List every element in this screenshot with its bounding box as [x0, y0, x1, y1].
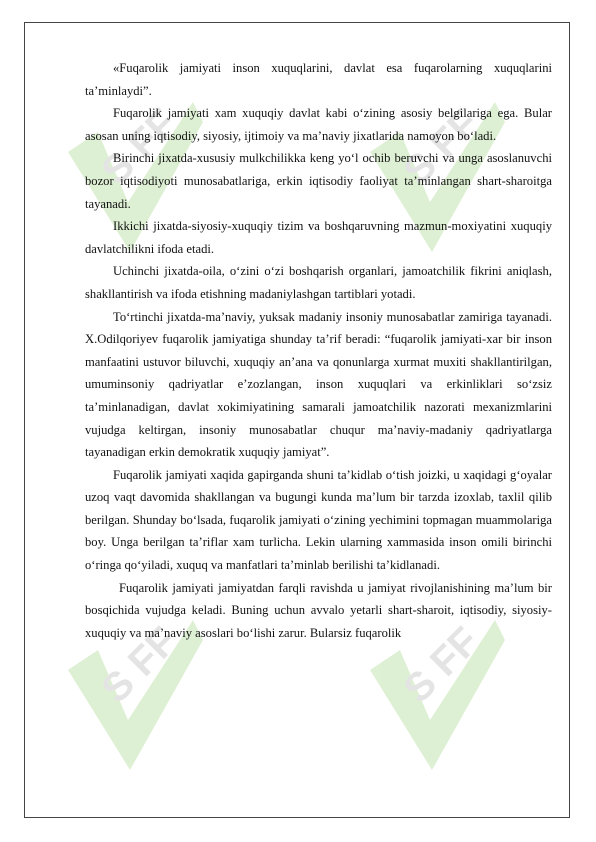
paragraph: Ikkichi jixatda-siyosiy-xuquqiy tizim va boshqaruvning mazmun-moxiyatini xuquqiy davlatchilikni ifoda etadi.	[85, 219, 552, 256]
paragraph: Fuqarolik jamiyati jamiyatdan farqli ravishda u jamiyat rivojlanishining ma’lum bir bosqichida vujudga keladi. Buning uchun avvalo yetarli shart-sharoit, iqtisodiy, siyosiy-xuquqiy va ma’naviy asoslari bo‘lishi zarur. Bularsiz fuqarolik	[85, 580, 552, 640]
paragraph: Fuqarolik jamiyati xaqida gapirganda shuni ta’kidlab o‘tish joizki, u xaqidagi g‘oyalar uzoq vaqt davomida shakllangan va bugungi kunda ma’lum bir tarzda izoxlab, taxlil qilib berilgan. Shunday bo‘lsada, fuqarolik jamiyati o‘zining yechimini topmagan muammolariga boy. Unga berilgan ta’riflar xam turlicha. Lekin ularning xammasida inson omili birinchi o‘ringa qo‘yiladi, xuquq va manfatlari ta’minlab berilishi ta’kidlanadi.	[85, 467, 552, 573]
svg-text:S FF: S FF	[395, 100, 488, 194]
paragraph: Birinchi jixatda-xususiy mulkchilikka keng yo‘l ochib beruvchi va unga asoslanuvchi bozor iqtisodiyoti munosabatlariga, erkin iqtisodiy faoliyat ta’minlangan shart-sharoitga tayanadi.	[85, 151, 552, 211]
svg-text:S FF: S FF	[395, 618, 488, 712]
paragraph: Uchinchi jixatda-oila, o‘zini o‘zi boshqarish organlari, jamoatchilik fikrini aniqlash, shakllantirish va ifoda etishning madaniylashgan tartiblari yotadi.	[85, 264, 552, 301]
document-body	[85, 57, 552, 644]
paragraph: To‘rtinchi jixatda-ma’naviy, yuksak madaniy insoniy munosabatlar zamiriga tayanadi. X.Odilqoriyev fuqarolik jamiyatiga shunday ta’rif beradi: “fuqarolik jamiyati-xar bir inson manfaatini ustuvor biluvchi, xuquqiy an’ana va qonunlarga xurmat muxiti shakllantirilgan, umuminsoniy qadriyatlar e’zozlangan, inson xuquqlari va erkinliklari so‘zsiz ta’minlanadigan, davlat xokimiyatining samarali jamoatchilik nazorati mexanizmlarini vujudga keltirgan, insoniy munosabatlar chuqur ma’naviy-madaniy qadriyatlarga tayanadigan erkin demokratik xuquqiy jamiyat”.	[85, 309, 552, 460]
svg-text:S FF: S FF	[93, 618, 186, 712]
paragraph: Fuqarolik jamiyati xam xuquqiy davlat kabi o‘zining asosiy belgilariga ega. Bular asosan uning iqtisodiy, siyosiy, ijtimoiy va ma’naviy jixatlarida namoyon bo‘ladi.	[85, 106, 552, 143]
svg-text:S FF: S FF	[93, 100, 186, 194]
paragraph: «Fuqarolik jamiyati inson xuquqlarini, davlat esa fuqarolarning xuquqlarini ta’minlaydi”.	[85, 61, 552, 98]
